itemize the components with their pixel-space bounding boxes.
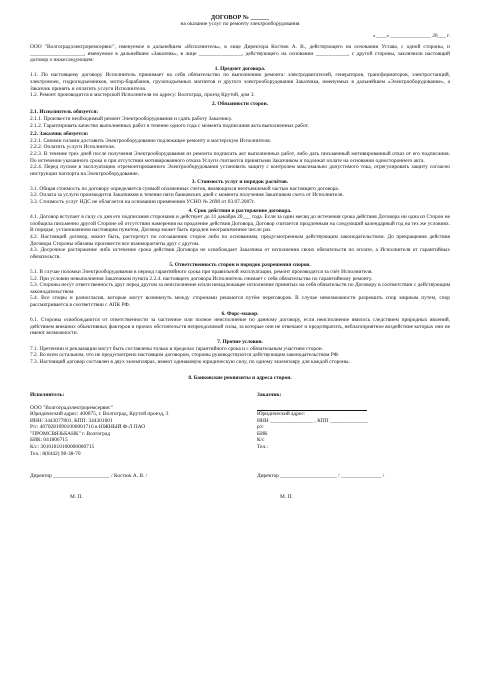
customer-heading: Заказчик: bbox=[257, 391, 282, 398]
clause-2-2-1: 2.2.1. Своими силами доставить Электрооборудование подлежащее ремонту в мастерскую Исполнителя. bbox=[30, 137, 272, 144]
executor-heading: Исполнитель: bbox=[30, 391, 65, 398]
executor-details bbox=[30, 392, 223, 457]
section-6-heading: 6. Форс-мажор. bbox=[221, 310, 259, 317]
executor-line: Тел.: 8(8442) 98-38-70 bbox=[30, 450, 81, 457]
clause-2-2-4: 2.2.4. Перед пуском в эксплуатацию отремонтированного Электрооборудования установить защиту с контролем максимально допустимого тока, отрегулировать защиту согласно инструкции паспорта на Электрооборудование. bbox=[30, 164, 450, 177]
executor-line: Юридический адрес: 400075, г. Волгоград, Крутой проезд, 3 bbox=[30, 411, 169, 418]
section-3-heading: 3. Стоимость услуг и порядок расчётов. bbox=[191, 179, 289, 186]
clause-3-1: 3.1. Общая стоимость по договору определяется суммой оплаченных счетов, являющихся неотъемлемой частью настоящего договора. bbox=[30, 185, 340, 192]
contract-title: ДОГОВОР № ______ bbox=[210, 14, 270, 21]
clause-4-2: 4.2. Настоящий договор, может быть, расторгнут по соглашению сторон либо по основаниям, предусмотренным действующим законодательством. До прекращения действия Договора Стороны обязаны произвести все взаиморасчеты друг с другом. bbox=[30, 234, 450, 247]
clause-1-1: 1.1. По настоящему договору Исполнитель принимает на себя обязательство по выполнению ремонта: электродвигателей, генераторов, трансформаторов, электростанций, электромоек, гидроподъемников, мотор-барабанов, грузоподъемных магнитов и другого электрооборудования Заказчика, именуемых в дальнейшем «Электрооборудование», а Заказчик принять и оплатить услуги Исполнителя. bbox=[30, 72, 450, 92]
clause-2-1-1: 2.1.1. Произвести необходимый ремонт Электрооборудования и сдать работу Заказчику. bbox=[30, 115, 233, 122]
clause-7-3: 7.3. Настоящий договор составлен в двух экземплярах, имеют одинаковую юридическую силу, по одному экземпляру для каждой стороны. bbox=[30, 358, 350, 365]
executor-signature-line: Директор _____________________ / Костюк А. В. / bbox=[30, 473, 148, 480]
customer-line: Юридический адрес: bbox=[257, 411, 306, 418]
clause-1-2: 1.2. Ремонт производится в мастерской Исполнителя по адресу: Волгоград, проезд Крутой, дом 3. bbox=[30, 92, 255, 99]
clause-4-1: 4.1. Договор вступает в силу со дня его подписания сторонами и действует до 31 декабря 20___ года. Если за один месяц до истечения срока действия Договора ни одна из Сторон не сообщила письменно другой Стороне об отсутствии намерения на продление действия Договора, Договор считается продленным на следующий календарный год на тех же условиях. В порядке, установленном настоящим пунктом, Договор может быть продлен неограниченное число раз. bbox=[30, 214, 450, 234]
clause-3-2: 3.2. Оплата за услуги производится Заказчиком в течение пяти банковских дней с момента получения Заказчиком счета от Исполнителя. bbox=[30, 192, 344, 199]
executor-stamp-label: М. П. bbox=[70, 493, 83, 500]
clause-2-1-heading: 2.1. Исполнитель обязуется: bbox=[30, 109, 99, 116]
customer-line: БИК bbox=[257, 430, 268, 437]
clause-5-1: 5.1. В случае поломки Электрооборудования в период гарантийного срока при правильной эксплуатации, ремонт производится за счёт Исполнителя. bbox=[30, 269, 373, 275]
section-4-heading: 4. Срок действия и расторжение договора. bbox=[188, 207, 292, 214]
clause-5-4: 5.4. Все споры и разногласия, которые могут возникнуть между сторонами решаются путём переговоров. В случае невозможности разрешить спор мирным путем, спор рассматривается в соответствии с АПК РФ. bbox=[30, 295, 450, 308]
executor-line: ООО "Волгоградэлектроремсервис" bbox=[30, 404, 113, 411]
section-2-heading: 2. Обязанности сторон. bbox=[211, 100, 269, 107]
customer-line: Тел.: bbox=[257, 444, 269, 451]
executor-line: БИК: 041806715 bbox=[30, 437, 68, 444]
contract-subtitle: на оказание услуг по ремонту электрооборудования bbox=[180, 21, 300, 27]
contract-date-line: «____» _______________ 20___ г. bbox=[372, 33, 450, 40]
customer-signature-line: Директор _____________________ / _______________ / bbox=[257, 473, 385, 480]
customer-line: ИНН ________________ , КПП ______________ bbox=[257, 417, 368, 424]
signature-row bbox=[30, 473, 450, 480]
section-7-heading: 7. Прочие условия. bbox=[217, 338, 263, 345]
stamp-row bbox=[30, 494, 450, 501]
executor-line: К/с: 30101810100000000715 bbox=[30, 444, 95, 451]
parties-block bbox=[30, 392, 450, 457]
clause-2-2-3: 2.2.3. В течение трех дней после получения Электрооборудования из ремонта подписать акт выполненных работ, либо дать письменный мотивированный отказ от его подписания. По истечении указанного срока и при отсутствии мотивированного отказа Услуги считаются принятыми Заказчиком и подлежат оплате на основании одностороннего акта. bbox=[30, 150, 450, 164]
clause-5-2: 5.2. При условии невыполнения Заказчиком пункта 2.2.4. настоящего договора Исполнитель снимает с себя обязательства по гарантийному ремонту. bbox=[30, 275, 373, 282]
executor-line: "ПРОМСВЯЗЬБАНК" г. Волгоград bbox=[30, 430, 111, 437]
clause-7-1: 7.1. Претензии и рекламации могут быть составлены только в пределах гарантийного срока и с обязательным участием сторон. bbox=[30, 345, 324, 352]
customer-stamp-label: М. П. bbox=[280, 493, 293, 500]
preamble: ООО "Волгоградэлектроремсервис", именуемое в дальнейшем «Исполнитель», в лице Директора Костюк А. В., действующего на основании Устава, с одной стороны, и ____________________, именуемое в дальнейшем «Заказчик», в лице ________________, действующего на основании ____________, с другой стороны, заключили настоящий договор о нижеследующем: bbox=[30, 44, 450, 64]
clause-2-1-2: 2.1.2. Гарантировать качество выполненных работ в течение одного года с момента подписания акта выполненных работ. bbox=[30, 122, 309, 129]
clause-2-2-heading: 2.2. Заказчик обязуется: bbox=[30, 131, 89, 138]
executor-line: Р/с: 40702810901000001716 в ЮЖНЫЙ Ф-Л ПАО bbox=[30, 424, 146, 431]
executor-line: ИНН: 3443077801, КПП: 344301001 bbox=[30, 417, 113, 424]
customer-name-blank bbox=[257, 405, 450, 412]
customer-line: К/с bbox=[257, 437, 265, 444]
section-1-heading: 1. Предмет договора. bbox=[214, 65, 266, 72]
clause-6-1: 6.1. Стороны освобождаются от ответственности за частичное или полное неисполнение по данному договору, если неисполнение явилось следствием природных явлений, действием внешних объективных факторов и прочих обстоятельств непреодолимой силы, за которые они не отвечают и предотвратить, неблагоприятное воздействие которых они не имеют возможности. bbox=[30, 317, 450, 337]
clause-3-3: 3.3. Стоимость услуг НДС не облагается на основании применения УСНО № 2698 от 03.07.2007г. bbox=[30, 199, 255, 206]
section-8-heading: 8. Банковские реквизиты и адреса сторон. bbox=[188, 375, 292, 382]
section-5-heading: 5. Ответственность сторон и порядок разрешения споров. bbox=[169, 262, 311, 269]
customer-line: р/с bbox=[257, 424, 264, 431]
clause-7-2: 7.2. Во всем остальном, что не предусмотрено настоящим договором, стороны руководствуются действующим законодательством РФ. bbox=[30, 352, 340, 359]
clause-5-3: 5.3. Стороны несут ответственность друг перед другом за неисполнение и/или ненадлежащее исполнение принятых на себя обязательств по Договору в соответствии с действующим законодательством. bbox=[30, 282, 450, 295]
clause-2-2-2: 2.2.2. Оплатить услуги Исполнителя. bbox=[30, 144, 116, 151]
clause-4-3: 4.3. Досрочное расторжение либо истечение срока действия Договора не освобождает Заказчика от исполнения своих обязательств по оплате, а Исполнителя от гарантийных обязательств. bbox=[30, 247, 450, 260]
customer-details bbox=[257, 392, 450, 457]
